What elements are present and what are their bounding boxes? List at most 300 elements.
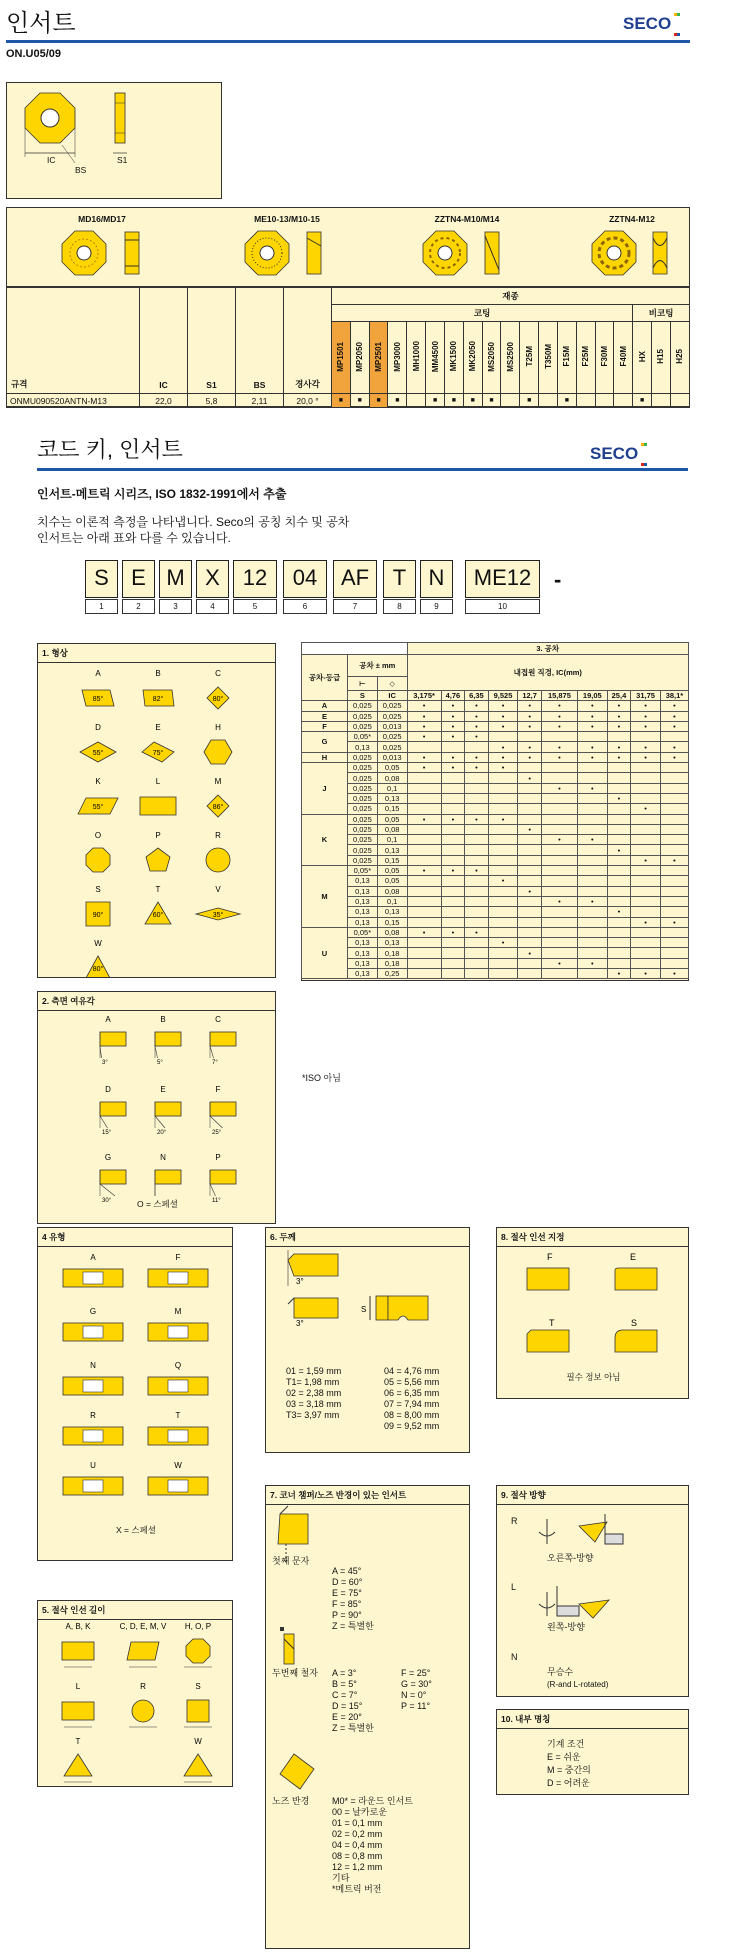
code-position-5: 12	[233, 560, 277, 598]
grade-header	[350, 322, 369, 394]
code-position-number: 3	[159, 599, 192, 614]
tolerance-cell	[631, 763, 661, 773]
shape-letter: A	[95, 669, 101, 678]
tolerance-cell	[518, 927, 541, 937]
tolerance-cell: •	[465, 701, 488, 711]
section-title: 8. 절삭 인선 지정	[497, 1228, 688, 1247]
length-group-label: S	[195, 1682, 201, 1691]
grade-label: H15	[656, 349, 666, 364]
tolerance-cell: •	[607, 845, 630, 855]
tolerance-cell	[518, 938, 541, 948]
tolerance-row	[302, 855, 689, 865]
insert-octagon-drawing	[7, 83, 223, 200]
tolerance-cell	[541, 907, 577, 917]
tolerance-cell	[607, 927, 630, 937]
list-line: F = 25°	[401, 1668, 431, 1678]
tolerance-cell	[631, 845, 661, 855]
bs-label: BS	[75, 165, 87, 175]
tolerance-cell	[518, 969, 541, 979]
tolerance-cell	[407, 917, 441, 927]
tolerance-cell	[631, 896, 661, 906]
grade-label: F15M	[562, 346, 572, 367]
tolerance-cell: 0,05*	[348, 866, 378, 876]
tolerance-cell	[407, 835, 441, 845]
tolerance-cell	[518, 958, 541, 968]
header-rule	[6, 40, 690, 43]
tolerance-cell	[407, 876, 441, 886]
tolerance-cell	[441, 742, 464, 752]
list-line: 기계 조건	[547, 1739, 585, 1749]
direction-drawings	[497, 1504, 689, 1694]
col-ic: IC	[140, 288, 188, 394]
grade-header	[557, 322, 576, 394]
tolerance-cell	[577, 763, 607, 773]
tolerance-cell: •	[607, 721, 630, 731]
tolerance-cell	[541, 763, 577, 773]
shape-letter: C	[215, 669, 221, 678]
tolerance-cell: 0,025	[377, 701, 407, 711]
geometry-name: ZZTN4-M12	[609, 214, 655, 224]
tolerance-cell	[541, 917, 577, 927]
tolerance-cell	[518, 835, 541, 845]
tolerance-cell	[441, 958, 464, 968]
section-title: 6. 두께	[266, 1228, 469, 1247]
tolerance-cell: •	[488, 938, 518, 948]
tolerance-cell: 0,1	[377, 896, 407, 906]
nose-radius-list	[332, 1796, 413, 1895]
tolerance-cell	[488, 927, 518, 937]
tolerance-cell	[407, 896, 441, 906]
clearance-angle: 15°	[102, 1130, 112, 1136]
tolerance-note: *ISO 아님	[302, 1073, 341, 1083]
ic-size-header: 15,875	[541, 691, 577, 701]
tolerance-cell	[465, 855, 488, 865]
shape-S-icon	[86, 902, 110, 926]
tolerance-cell: •	[660, 752, 688, 762]
tolerance-cell	[660, 763, 688, 773]
length-shape-icon	[127, 1642, 159, 1667]
tolerance-cell	[660, 783, 688, 793]
grade-header	[426, 322, 445, 394]
type-letter: R	[90, 1411, 96, 1420]
grade-label: MM4500	[430, 340, 440, 373]
s1-label: S1	[117, 155, 128, 165]
tolerance-row	[302, 732, 689, 742]
code-position-number: 10	[465, 599, 540, 614]
shape-letter: W	[94, 939, 102, 948]
length-group-label: L	[75, 1682, 81, 1691]
type-U-icon	[63, 1477, 123, 1495]
shape-letter: L	[155, 777, 161, 786]
second-letter-list-a	[332, 1668, 374, 1734]
clearance-E-icon	[155, 1102, 181, 1136]
tolerance-cell	[660, 927, 688, 937]
tolerance-cell	[488, 835, 518, 845]
tolerance-cell: •	[660, 711, 688, 721]
tolerance-cell: •	[488, 742, 518, 752]
grade-label: T350M	[543, 344, 553, 369]
tolerance-cell: 0,025	[348, 711, 378, 721]
tolerance-cell	[577, 773, 607, 783]
tolerance-cell: •	[607, 752, 630, 762]
tolerance-cell: •	[577, 835, 607, 845]
tolerance-row	[302, 969, 689, 979]
grade-header	[388, 322, 407, 394]
code-position-number: 5	[233, 599, 277, 614]
shape-A-icon	[82, 690, 114, 706]
tolerance-cell	[577, 938, 607, 948]
tolerance-cell: 0,025	[348, 701, 378, 711]
insert-diagram-box	[6, 82, 222, 199]
type-F-icon	[148, 1269, 208, 1287]
tolerance-cell: •	[488, 711, 518, 721]
tolerance-class: G	[302, 732, 348, 753]
tolerance-cell	[541, 876, 577, 886]
tolerance-cell: •	[631, 804, 661, 814]
tolerance-cell	[407, 824, 441, 834]
sub-s: S	[348, 691, 378, 701]
tolerance-cell	[541, 814, 577, 824]
tolerance-cell: •	[518, 701, 541, 711]
tolerance-row	[302, 814, 689, 824]
shape-letter: R	[215, 831, 221, 840]
tolerance-cell: 0,025	[348, 793, 378, 803]
tolerance-cell: 0,25	[377, 969, 407, 979]
shape-letter: K	[95, 777, 101, 786]
tolerance-cell: •	[488, 721, 518, 731]
thickness-drawings	[266, 1246, 470, 1376]
tolerance-row	[302, 742, 689, 752]
clearance-letter: E	[160, 1085, 166, 1094]
tolerance-cell: 0,13	[377, 793, 407, 803]
tolerance-cell: •	[541, 958, 577, 968]
type-M-icon	[148, 1323, 208, 1341]
type-letter: U	[90, 1461, 96, 1470]
grade-label: H25	[675, 349, 685, 364]
length-group-label: W	[194, 1737, 202, 1746]
second-letter-label: 두번째 철자	[272, 1668, 318, 1678]
tolerance-cell: 0,05	[377, 763, 407, 773]
shape-H-icon	[204, 740, 232, 764]
tolerance-cell: •	[660, 917, 688, 927]
tolerance-cell: 0,15	[377, 917, 407, 927]
tolerance-cell	[631, 835, 661, 845]
internal-section	[496, 1709, 689, 1795]
tolerance-cell: 0,05*	[348, 927, 378, 937]
tolerance-cell	[441, 845, 464, 855]
dir-l: L	[511, 1582, 517, 1592]
tolerance-cell	[465, 783, 488, 793]
tolerance-row	[302, 793, 689, 803]
tolerance-cell	[465, 907, 488, 917]
seco-logo: SECO	[623, 13, 680, 36]
code-position-2: E	[122, 560, 155, 598]
tolerance-cell	[577, 793, 607, 803]
tolerance-cell: •	[541, 835, 577, 845]
tolerance-cell	[488, 732, 518, 742]
tolerance-cell	[607, 917, 630, 927]
ic-size-header: 25,4	[607, 691, 630, 701]
type-G-icon	[63, 1323, 123, 1341]
tolerance-row	[302, 845, 689, 855]
tolerance-cell: •	[631, 752, 661, 762]
ic-size-header: 19,05	[577, 691, 607, 701]
list-line: 00 = 날카로운	[332, 1807, 388, 1817]
section-title: 9. 절삭 방향	[497, 1486, 688, 1505]
tolerance-cell	[407, 855, 441, 865]
shape-letter: V	[215, 885, 221, 894]
tolerance-cell: 0,025	[348, 773, 378, 783]
tolerance-cell: •	[607, 742, 630, 752]
tolerance-cell: •	[577, 752, 607, 762]
clearance-letter: P	[215, 1153, 221, 1162]
list-line: 07 = 7,94 mm	[384, 1399, 440, 1409]
tolerance-cell: 0,18	[377, 948, 407, 958]
tolerance-cell: •	[518, 721, 541, 731]
code-position-number: 7	[333, 599, 377, 614]
tolerance-row	[302, 701, 689, 711]
ic-size-header: 4,76	[441, 691, 464, 701]
tolerance-cell	[660, 814, 688, 824]
tolerance-cell	[631, 773, 661, 783]
tolerance-class: A	[302, 701, 348, 711]
shape-L-icon	[140, 797, 176, 815]
tolerance-class: M	[302, 866, 348, 928]
col-ic: 내접원 직경, IC(mm)	[407, 655, 688, 691]
shape-angle: 75°	[152, 750, 164, 757]
grade-header	[595, 322, 614, 394]
grade-mark: ■	[426, 394, 445, 408]
tolerance-cell: 0,15	[377, 804, 407, 814]
svg-text:S: S	[361, 1305, 367, 1314]
grade-mark: ■	[350, 394, 369, 408]
list-line: E = 20°	[332, 1712, 362, 1722]
tolerance-cell: 0,13	[348, 907, 378, 917]
tolerance-cell	[407, 938, 441, 948]
list-line: D = 15°	[332, 1701, 363, 1711]
tolerance-cell: 0,13	[348, 969, 378, 979]
clearance-letter: C	[215, 1015, 221, 1024]
clearance-letter: D	[105, 1085, 111, 1094]
tolerance-cell	[541, 793, 577, 803]
tolerance-cell	[488, 907, 518, 917]
tolerance-row	[302, 938, 689, 948]
list-line: 06 = 6,35 mm	[384, 1388, 440, 1398]
tolerance-cell	[577, 866, 607, 876]
tolerance-cell: •	[518, 824, 541, 834]
tolerance-cell	[441, 783, 464, 793]
list-line: E = 쉬운	[547, 1752, 581, 1762]
section-title: 1. 형상	[38, 644, 275, 663]
tolerance-cell	[541, 824, 577, 834]
tolerance-cell	[541, 855, 577, 865]
direction-section	[496, 1485, 689, 1697]
type-A-icon	[63, 1269, 123, 1287]
grade-mark	[614, 394, 633, 408]
code-position-9: N	[420, 560, 453, 598]
section-title: 7. 코너 챔퍼/노즈 반경이 있는 인서트	[266, 1486, 469, 1505]
tolerance-cell	[407, 783, 441, 793]
tolerance-row	[302, 927, 689, 937]
grade-label: MK2050	[468, 341, 478, 372]
tolerance-cell: •	[607, 701, 630, 711]
tolerance-cell: •	[631, 969, 661, 979]
shape-O-icon	[86, 848, 110, 872]
tolerance-cell	[631, 886, 661, 896]
tolerance-cell: •	[407, 866, 441, 876]
dir-r-text: 오른쪽-방향	[547, 1553, 594, 1563]
tolerance-cell: 0,025	[377, 711, 407, 721]
list-line: *메트릭 버전	[332, 1884, 382, 1894]
tolerance-cell	[541, 804, 577, 814]
grade-header	[539, 322, 558, 394]
shape-E-icon	[142, 742, 174, 762]
tolerance-cell	[660, 732, 688, 742]
tolerance-cell: •	[518, 773, 541, 783]
tolerance-cell	[660, 896, 688, 906]
tolerance-cell: 0,08	[377, 927, 407, 937]
section-title: 5. 절삭 인선 길이	[38, 1601, 232, 1620]
seco-logo: SECO	[590, 443, 647, 466]
tolerance-cell	[488, 958, 518, 968]
type-letter: G	[89, 1307, 97, 1316]
tolerance-cell: •	[541, 896, 577, 906]
length-group-label: R	[140, 1682, 146, 1691]
grade-mark: ■	[633, 394, 652, 408]
clearance-angle: 3°	[102, 1060, 108, 1066]
tolerance-cell: •	[631, 701, 661, 711]
list-line: B = 5°	[332, 1679, 357, 1689]
clearance-C-icon	[210, 1032, 236, 1066]
thickness-col-1	[286, 1366, 341, 1421]
tolerance-cell	[407, 773, 441, 783]
type-letter: F	[175, 1253, 181, 1262]
type-letter: Q	[174, 1361, 182, 1370]
tolerance-cell	[518, 763, 541, 773]
clearance-B-icon	[155, 1032, 181, 1066]
tolerance-cell: •	[441, 927, 464, 937]
clearance-letter: N	[160, 1153, 166, 1162]
tolerance-cell: •	[660, 701, 688, 711]
tolerance-cell	[577, 804, 607, 814]
ic-cell: 22,0	[140, 394, 188, 408]
code-position-7: AF	[333, 560, 377, 598]
tolerance-cell	[541, 969, 577, 979]
grade-label: T25M	[524, 346, 534, 367]
tolerance-cell: 0,13	[377, 938, 407, 948]
clearance-letter: A	[105, 1015, 111, 1024]
type-W-icon	[148, 1477, 208, 1495]
tolerance-cell	[631, 783, 661, 793]
tolerance-cell	[407, 845, 441, 855]
tolerance-cell: 0,013	[377, 721, 407, 731]
shape-drawings	[38, 662, 276, 977]
shape-angle: 55°	[92, 804, 104, 811]
tolerance-cell	[441, 896, 464, 906]
tolerance-cell: •	[607, 711, 630, 721]
tolerance-cell	[465, 845, 488, 855]
tolerance-row	[302, 824, 689, 834]
list-line: 02 = 2,38 mm	[286, 1388, 342, 1398]
code-position-4: X	[196, 560, 229, 598]
clearance-A-icon	[100, 1032, 126, 1066]
tolerance-cell	[607, 773, 630, 783]
grade-mark	[501, 394, 520, 408]
shape-V-icon	[196, 908, 240, 920]
tolerance-cell	[660, 804, 688, 814]
tolerance-cell: 0,025	[348, 763, 378, 773]
list-line: A = 3°	[332, 1668, 357, 1678]
code-position-6: 04	[283, 560, 327, 598]
tolerance-cell: •	[541, 742, 577, 752]
tolerance-cell	[577, 948, 607, 958]
length-shape-icon	[62, 1702, 94, 1727]
tolerance-cell	[660, 958, 688, 968]
type-letter: A	[90, 1253, 96, 1262]
tolerance-cell: •	[465, 814, 488, 824]
code-position-10: ME12	[465, 560, 540, 598]
clearance-letter: B	[160, 1015, 166, 1024]
tolerance-cell: 0,13	[348, 896, 378, 906]
tolerance-cell: 0,13	[348, 886, 378, 896]
tolerance-cell	[607, 876, 630, 886]
grade-label: MH1000	[411, 341, 421, 372]
tolerance-cell: •	[577, 783, 607, 793]
tolerance-cell	[441, 969, 464, 979]
tolerance-cell: 0,1	[377, 783, 407, 793]
tolerance-cell: •	[407, 711, 441, 721]
tolerance-row	[302, 958, 689, 968]
tolerance-cell	[407, 907, 441, 917]
tolerance-cell: •	[465, 752, 488, 762]
geometry-name: MD16/MD17	[78, 214, 126, 224]
list-line: C = 7°	[332, 1690, 358, 1700]
tolerance-cell	[577, 814, 607, 824]
list-line: D = 60°	[332, 1577, 363, 1587]
tolerance-cell: •	[541, 752, 577, 762]
length-shape-icon	[129, 1700, 157, 1727]
tolerance-cell: 0,025	[348, 814, 378, 824]
grade-header	[444, 322, 463, 394]
tolerance-cell: •	[465, 927, 488, 937]
code-position-3: M	[159, 560, 192, 598]
tolerance-cell: •	[518, 711, 541, 721]
code-dash: -	[554, 567, 562, 592]
tolerance-cell: •	[577, 711, 607, 721]
tolerance-cell	[488, 783, 518, 793]
list-line: 04 = 0,4 mm	[332, 1840, 383, 1850]
tolerance-cell: 0,05	[377, 814, 407, 824]
tolerance-cell	[441, 886, 464, 896]
tolerance-row	[302, 907, 689, 917]
first-letter-label: 첫째 문자	[272, 1556, 310, 1566]
coated-header: 코팅	[332, 305, 633, 322]
tolerance-cell	[465, 835, 488, 845]
tolerance-cell: •	[488, 814, 518, 824]
s1-cell: 5,8	[188, 394, 236, 408]
grade-mark	[652, 394, 671, 408]
tolerance-cell: 0,025	[348, 783, 378, 793]
list-line: T3= 3,97 mm	[286, 1410, 340, 1420]
tolerance-cell	[518, 793, 541, 803]
corner-section	[265, 1485, 470, 1949]
tolerance-cell	[441, 804, 464, 814]
col-bs: BS	[236, 288, 284, 394]
tolerance-cell: 0,08	[377, 773, 407, 783]
tolerance-cell: •	[660, 742, 688, 752]
ic-size-header: 12,7	[518, 691, 541, 701]
tolerance-section	[301, 642, 689, 981]
